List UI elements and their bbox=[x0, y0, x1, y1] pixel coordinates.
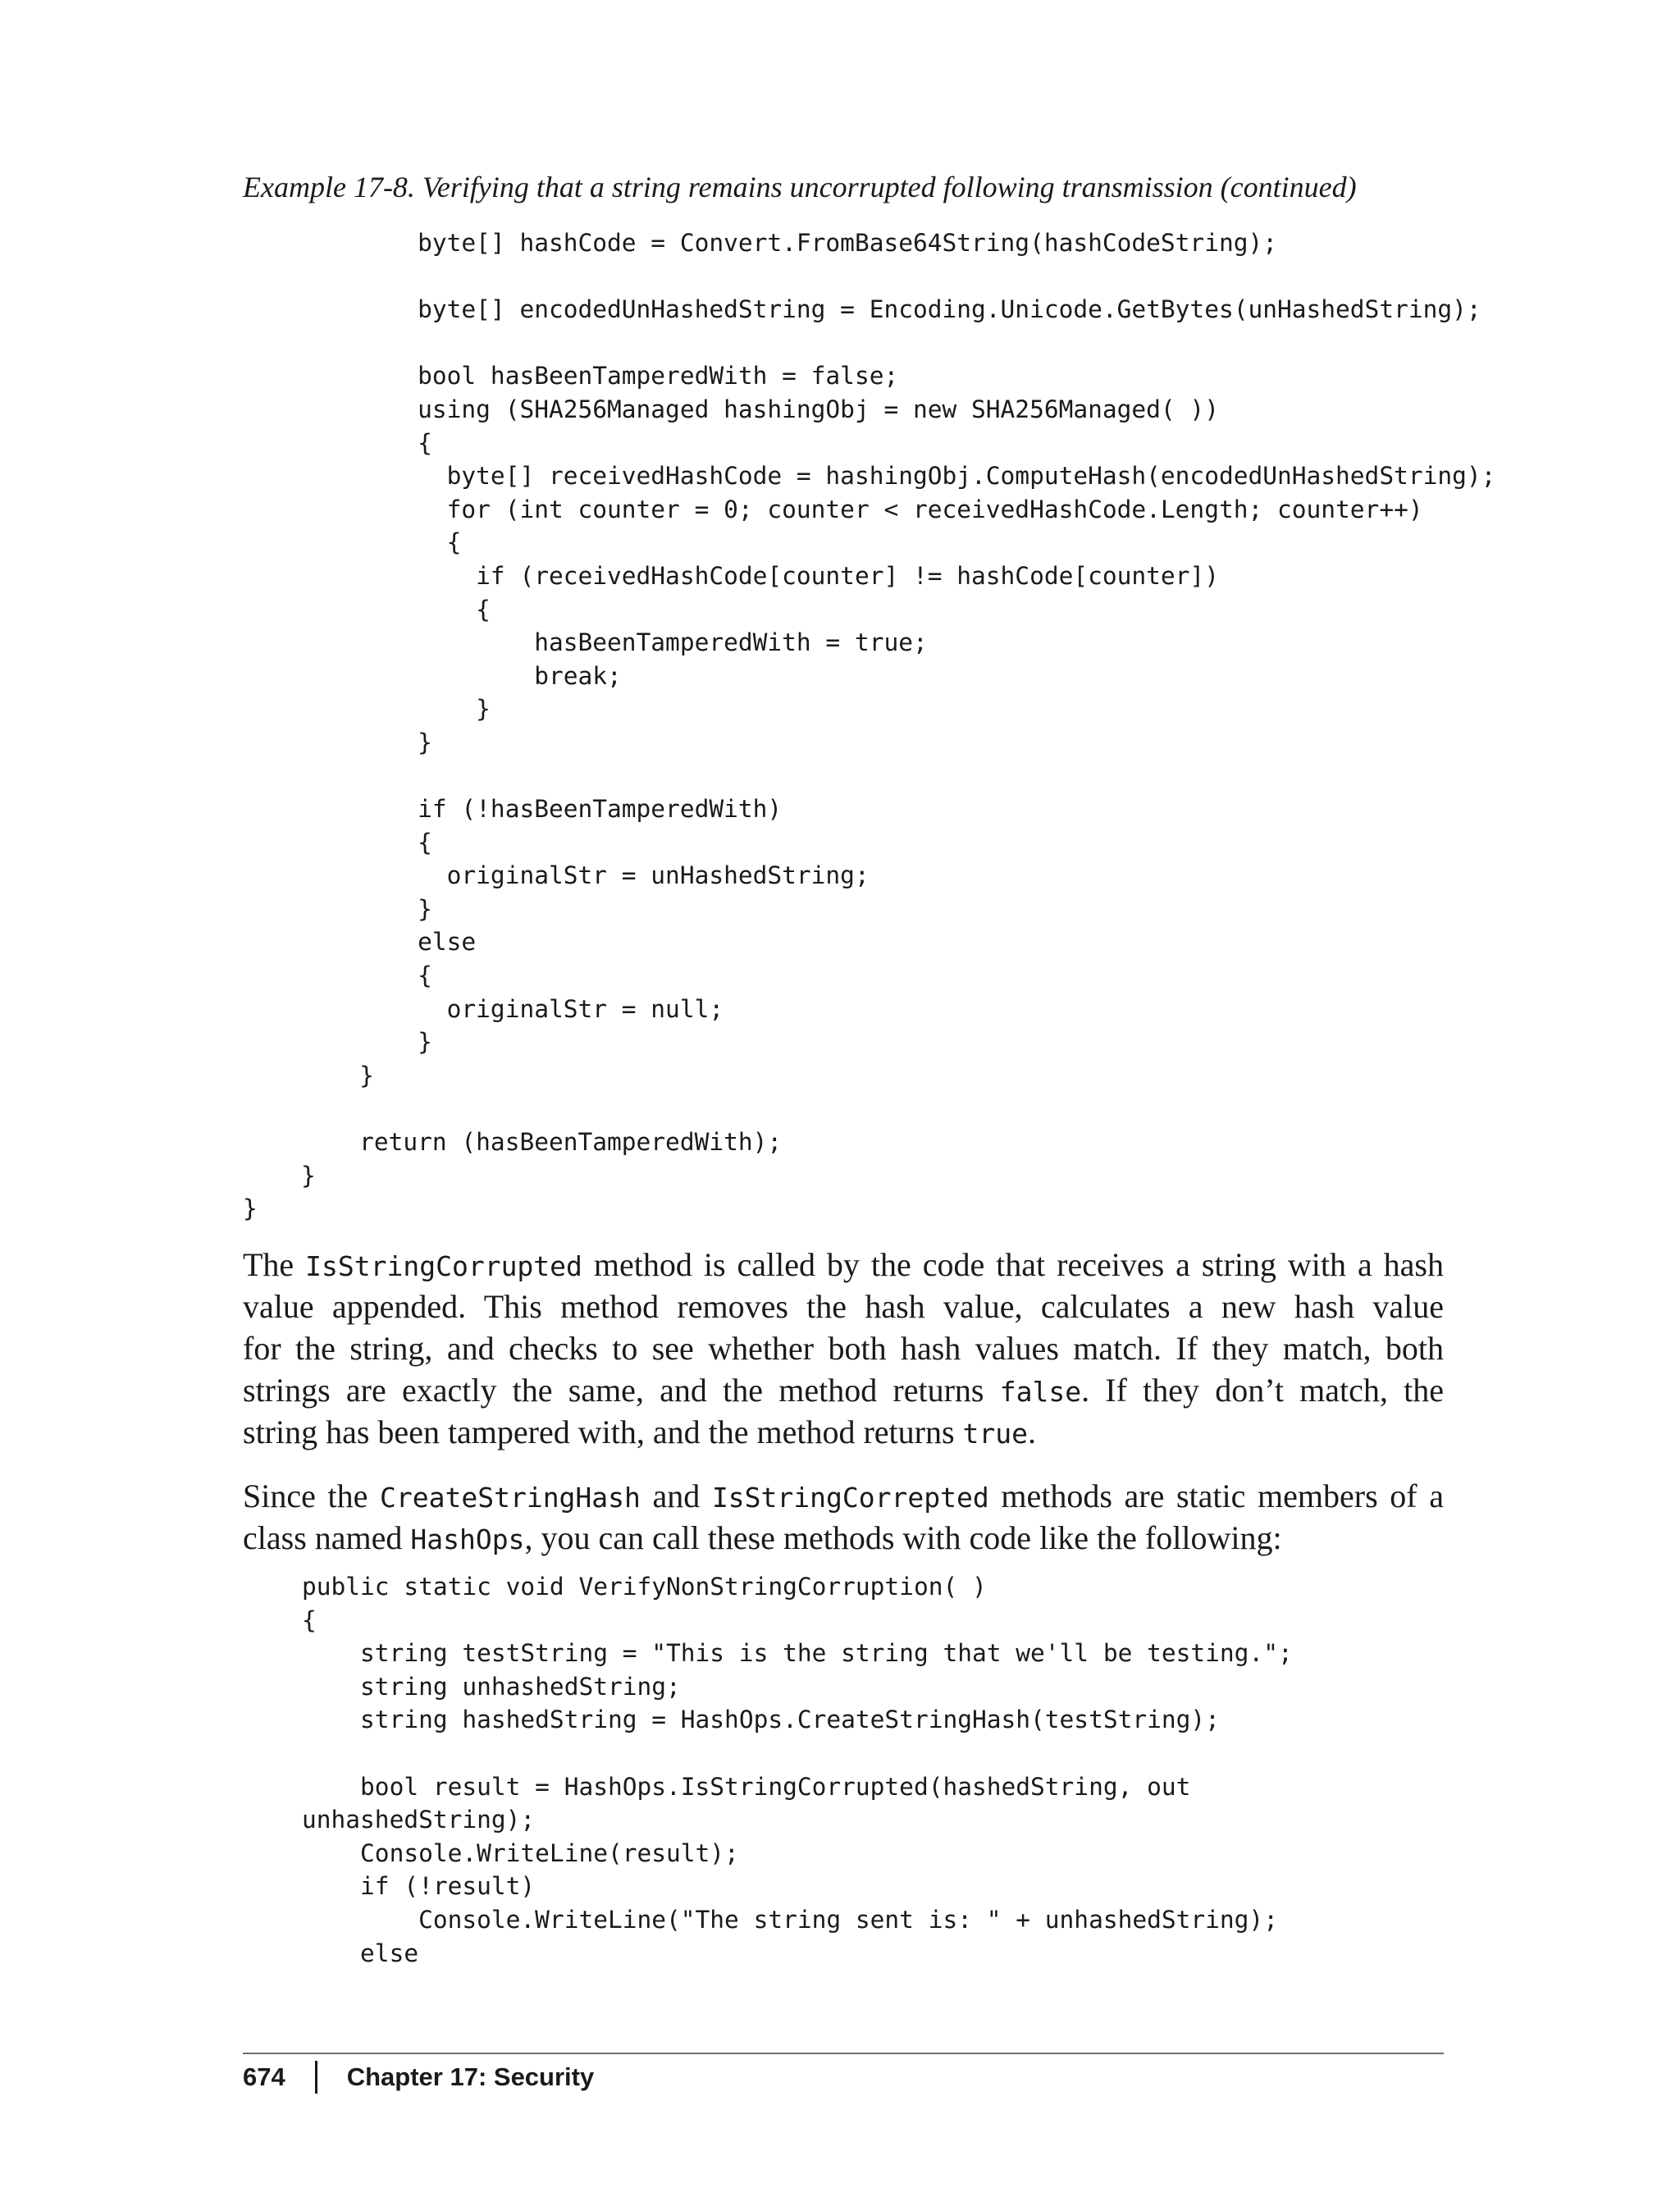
code-line: } bbox=[243, 1061, 374, 1089]
code-line: if (!hasBeenTamperedWith) bbox=[243, 795, 783, 824]
paragraph-hashops-usage bbox=[243, 1475, 1444, 1559]
code-line: { bbox=[243, 828, 432, 856]
code-line: } bbox=[243, 728, 432, 756]
paragraph-line bbox=[243, 1517, 1444, 1559]
inline-code: true bbox=[962, 1418, 1029, 1450]
code-line: using (SHA256Managed hashingObj = new SHA256Managed( )) bbox=[243, 395, 1219, 423]
text-run: method is called by the code that receives a string with a hash bbox=[582, 1246, 1445, 1283]
code-line: else bbox=[302, 1939, 419, 1967]
code-line: string testString = "This is the string that we'll be testing."; bbox=[302, 1639, 1293, 1668]
inline-code: HashOps bbox=[410, 1523, 525, 1555]
code-line: return (hasBeenTamperedWith); bbox=[243, 1128, 783, 1157]
code-line: public static void VerifyNonStringCorruption( ) bbox=[302, 1573, 987, 1601]
code-line: if (!result) bbox=[302, 1872, 536, 1901]
code-line: byte[] hashCode = Convert.FromBase64String(hashCodeString); bbox=[243, 229, 1277, 257]
code-line: byte[] receivedHashCode = hashingObj.ComputeHash(encodedUnHashedString); bbox=[243, 462, 1496, 491]
code-line bbox=[243, 260, 1495, 294]
code-line bbox=[243, 1092, 1495, 1126]
paragraph-line bbox=[243, 1369, 1444, 1411]
code-line: } bbox=[243, 894, 432, 923]
page-footer bbox=[243, 2058, 594, 2097]
code-line bbox=[243, 327, 1495, 360]
paragraph-line bbox=[243, 1327, 1444, 1369]
page-number: 674 bbox=[243, 2062, 285, 2091]
code-line: bool result = HashOps.IsStringCorrupted(hashedString, out bbox=[302, 1772, 1191, 1801]
code-line bbox=[243, 760, 1495, 793]
code-line: { bbox=[243, 595, 491, 623]
paragraph-line bbox=[243, 1411, 1444, 1453]
code-line: originalStr = null; bbox=[243, 994, 724, 1023]
code-line: else bbox=[243, 928, 477, 957]
code-line: unhashedString); bbox=[302, 1806, 536, 1834]
paragraph-line bbox=[243, 1475, 1444, 1517]
code-line: { bbox=[302, 1605, 317, 1634]
code-line: } bbox=[243, 1194, 258, 1223]
code-line: Console.WriteLine("The string sent is: " + unhashedString); bbox=[302, 1905, 1278, 1934]
text-run: methods are static members of a bbox=[988, 1478, 1445, 1514]
code-line bbox=[302, 1737, 1293, 1770]
footer-separator bbox=[315, 2061, 317, 2094]
code-line: string unhashedString; bbox=[302, 1672, 681, 1701]
footer-rule bbox=[243, 2053, 1444, 2054]
text-run: Since the bbox=[243, 1478, 381, 1514]
code-line: string hashedString = HashOps.CreateStringHash(testString); bbox=[302, 1706, 1220, 1734]
text-run: strings are exactly the same, and the method returns bbox=[243, 1372, 1000, 1409]
paragraph-line bbox=[243, 1286, 1444, 1327]
code-line: Console.WriteLine(result); bbox=[302, 1838, 739, 1867]
code-line: byte[] encodedUnHashedString = Encoding.Unicode.GetBytes(unHashedString); bbox=[243, 295, 1481, 324]
inline-code: CreateStringHash bbox=[380, 1482, 641, 1514]
code-line: bool hasBeenTamperedWith = false; bbox=[243, 362, 899, 391]
code-listing-verify-non-string-corruption bbox=[302, 1570, 1293, 1970]
text-run: value appended. This method removes the hash value, calculates a new hash value bbox=[243, 1288, 1444, 1325]
example-caption: Example 17-8. Verifying that a string remains uncorrupted following transmission (continued) bbox=[243, 171, 1357, 203]
chapter-title: Chapter 17: Security bbox=[346, 2062, 595, 2091]
inline-code: IsStringCorrupted bbox=[305, 1250, 582, 1282]
text-run: . bbox=[1028, 1414, 1037, 1450]
code-line: } bbox=[243, 695, 491, 724]
code-line: { bbox=[243, 528, 462, 557]
code-line: { bbox=[243, 428, 432, 457]
text-run: and bbox=[640, 1478, 712, 1514]
inline-code: IsStringCorrepted bbox=[711, 1482, 989, 1514]
code-line: for (int counter = 0; counter < receivedHashCode.Length; counter++) bbox=[243, 495, 1423, 523]
paragraph-isstringcorrupted bbox=[243, 1244, 1444, 1453]
text-run: . If they don’t match, the bbox=[1081, 1372, 1444, 1409]
text-run: for the string, and checks to see whether both hash values match. If they match, both bbox=[243, 1330, 1444, 1367]
code-line: if (receivedHashCode[counter] != hashCode[counter]) bbox=[243, 561, 1219, 590]
code-line: break; bbox=[243, 661, 622, 690]
code-line: } bbox=[243, 1028, 432, 1057]
code-line: } bbox=[243, 1161, 316, 1190]
text-run: , you can call these methods with code like the following: bbox=[524, 1519, 1282, 1556]
code-listing-example-17-8 bbox=[243, 226, 1495, 1226]
paragraph-line bbox=[243, 1244, 1444, 1286]
code-line: { bbox=[243, 961, 432, 990]
text-run: class named bbox=[243, 1519, 411, 1556]
text-run: The bbox=[243, 1246, 306, 1283]
code-line: originalStr = unHashedString; bbox=[243, 861, 870, 890]
code-line: hasBeenTamperedWith = true; bbox=[243, 628, 928, 657]
text-run: string has been tampered with, and the method returns bbox=[243, 1414, 963, 1450]
inline-code: false bbox=[999, 1376, 1082, 1408]
